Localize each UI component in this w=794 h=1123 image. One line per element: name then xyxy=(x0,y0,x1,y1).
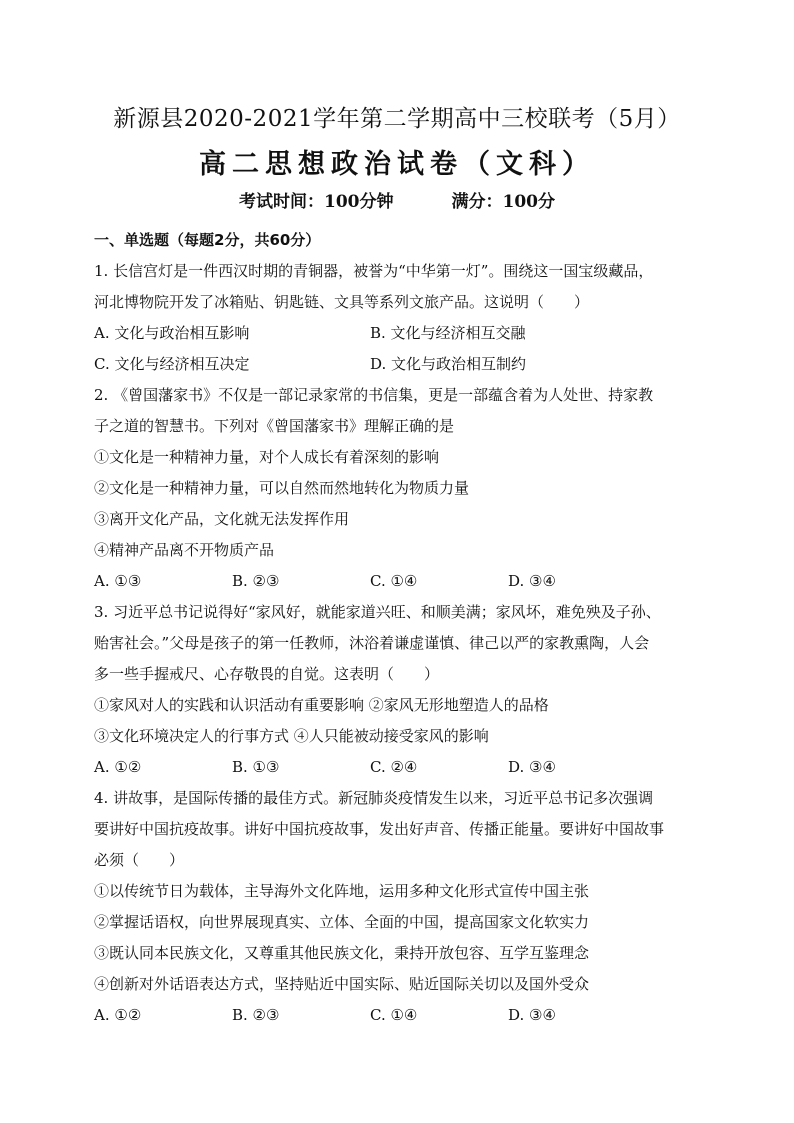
option-row xyxy=(94,752,734,783)
question-4 xyxy=(94,783,734,1031)
question-stem-line: 河北博物院开发了冰箱贴、钥匙链、文具等系列文旅产品。这说明（ ） xyxy=(94,293,590,311)
question-stem-line: 2. 《曾国藩家书》不仅是一部记录家常的书信集，更是一部蕴含着为人处世、持家教 xyxy=(94,386,654,404)
option-c: C. ②④ xyxy=(370,758,418,776)
statement-item: ①家风对人的实践和认识活动有重要影响 ②家风无形地塑造人的品格 xyxy=(94,696,549,714)
statement-item: ③离开文化产品，文化就无法发挥作用 xyxy=(94,510,350,528)
question-stem-line: 4. 讲故事，是国际传播的最佳方式。新冠肺炎疫情发生以来，习近平总书记多次强调 xyxy=(94,789,654,807)
option-b: B. ②③ xyxy=(232,572,280,590)
statement-item: ①以传统节日为载体，主导海外文化阵地，运用多种文化形式宣传中国主张 xyxy=(94,882,590,900)
question-1 xyxy=(94,256,734,380)
option-c: C. 文化与经济相互决定 xyxy=(94,355,250,373)
statement-item: ④创新对外话语表达方式，坚持贴近中国实际、贴近国际关切以及国外受众 xyxy=(94,975,590,993)
question-stem-line: 要讲好中国抗疫故事。讲好中国抗疫故事，发出好声音、传播正能量。要讲好中国故事 xyxy=(94,820,665,838)
option-row xyxy=(94,566,734,597)
option-a: A. ①② xyxy=(94,1006,142,1024)
question-content xyxy=(94,225,734,1031)
option-b: B. ②③ xyxy=(232,1006,280,1024)
option-d: D. ③④ xyxy=(508,572,556,590)
option-row xyxy=(94,318,734,349)
exam-subtitle: 高二思想政治试卷（文科） xyxy=(199,149,595,180)
statement-item: ③文化环境决定人的行事方式 ④人只能被动接受家风的影响 xyxy=(94,727,489,745)
section-heading: 一、单选题（每题2分，共60分） xyxy=(94,231,321,249)
statement-item: ④精神产品离不开物质产品 xyxy=(94,541,275,559)
question-stem-line: 1. 长信宫灯是一件西汉时期的青铜器，被誉为“中华第一灯”。围绕这一国宝级藏品， xyxy=(94,262,654,280)
option-b: B. 文化与经济相互交融 xyxy=(370,324,526,342)
question-stem-line: 3. 习近平总书记说得好“家风好，就能家道兴旺、和顺美满；家风坏，难免殃及子孙、 xyxy=(94,603,661,621)
option-c: C. ①④ xyxy=(370,572,418,590)
option-a: A. ①② xyxy=(94,758,142,776)
question-stem-line: 多一些手握戒尺、心存敬畏的自觉。这表明（ ） xyxy=(94,665,440,683)
option-d: D. ③④ xyxy=(508,758,556,776)
option-row xyxy=(94,1000,734,1031)
statement-item: ①文化是一种精神力量，对个人成长有着深刻的影响 xyxy=(94,448,440,466)
exam-meta xyxy=(0,187,794,212)
full-score: 满分：100分 xyxy=(451,192,555,212)
exam-title: 新源县2020-2021学年第二学期高中三校联考（5月） xyxy=(113,106,681,132)
option-a: A. ①③ xyxy=(94,572,142,590)
option-row xyxy=(94,349,734,380)
option-d: D. 文化与政治相互制约 xyxy=(370,355,527,373)
option-a: A. 文化与政治相互影响 xyxy=(94,324,250,342)
question-stem-line: 贻害社会。”父母是孩子的第一任教师，沐浴着谦虚谨慎、律己以严的家教熏陶，人会 xyxy=(94,634,650,652)
statement-item: ②文化是一种精神力量，可以自然而然地转化为物质力量 xyxy=(94,479,470,497)
option-b: B. ①③ xyxy=(232,758,280,776)
question-3 xyxy=(94,597,734,783)
option-c: C. ①④ xyxy=(370,1006,418,1024)
option-d: D. ③④ xyxy=(508,1006,556,1024)
statement-item: ③既认同本民族文化，又尊重其他民族文化，秉持开放包容、互学互鉴理念 xyxy=(94,944,590,962)
question-stem-line: 必须（ ） xyxy=(94,851,185,869)
exam-time: 考试时间：100分钟 xyxy=(239,192,394,212)
statement-item: ②掌握话语权，向世界展现真实、立体、全面的中国，提高国家文化软实力 xyxy=(94,913,590,931)
question-2 xyxy=(94,380,734,597)
question-stem-line: 子之道的智慧书。下列对《曾国藩家书》理解正确的是 xyxy=(94,417,455,435)
